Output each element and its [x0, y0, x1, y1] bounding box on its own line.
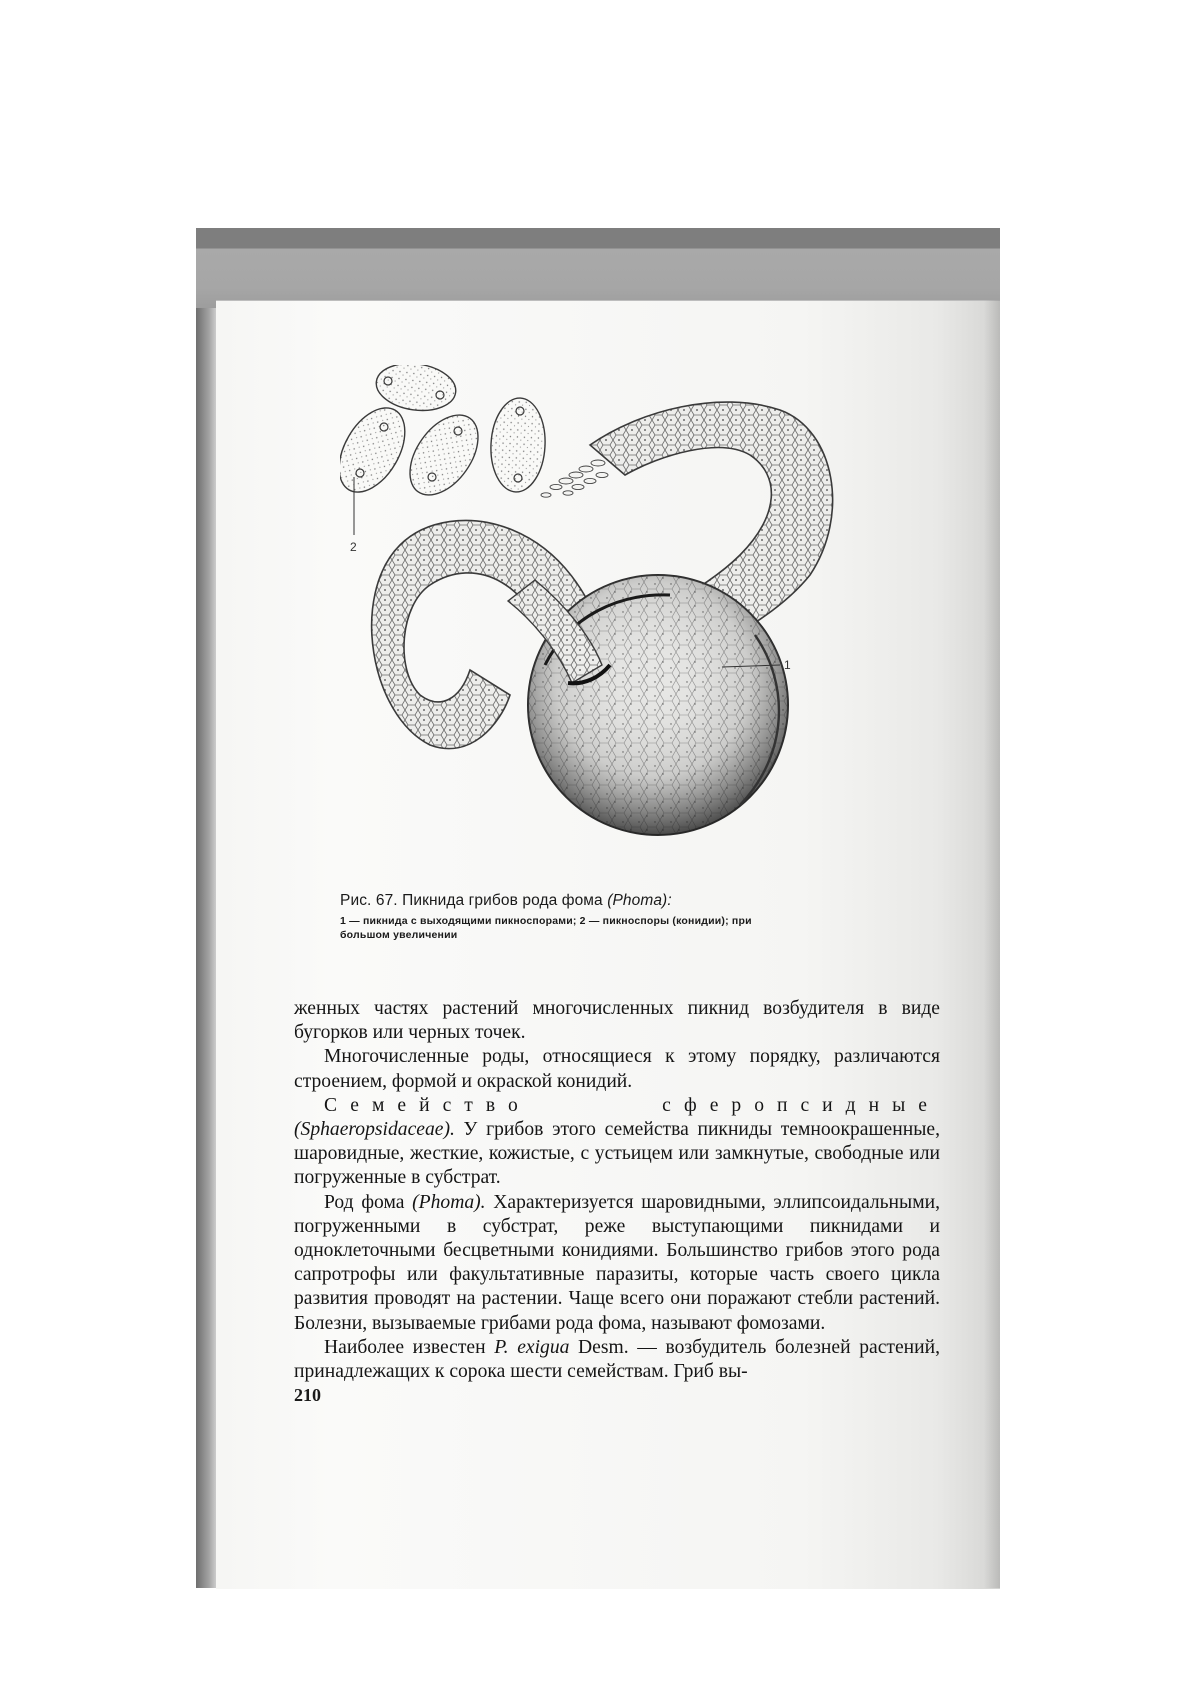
- family-latin: (Sphaeropsidaceae).: [294, 1119, 455, 1141]
- paragraph-2: Многочисленные роды, относящиеся к этому порядку, различаются строением, формой и окраской конидий.: [294, 1046, 940, 1092]
- figure-label-2: 2: [350, 540, 357, 554]
- scan-left-shadow: [196, 228, 218, 1588]
- figure-label-1: 1: [784, 658, 791, 672]
- page-edge-shadow: [984, 300, 1000, 1588]
- paragraph-3: Семейство сферопсидные (Sphaeropsidaceae). У грибов этого семейства пикниды темноокрашенные, шаровидные, жесткие, кожистые, с устьицем или замкнутые, свободные или погруженные в субстрат.: [294, 1094, 940, 1189]
- page-number: 210: [294, 1385, 321, 1405]
- spore-tip: [541, 460, 608, 497]
- family-heading: Семейство сферопсидные: [324, 1094, 940, 1116]
- body-text: [294, 997, 940, 1384]
- paragraph-1: женных частях растений многочисленных пикнид возбудителя в виде бугорков или черных точек.: [294, 998, 940, 1044]
- pycnospores-conidia: [340, 365, 547, 507]
- paragraph-5: Наиболее известен P. exigua Desm. — возбудитель болезней растений, принадлежащих к сорока шести семействам. Гриб вы-: [294, 1336, 941, 1383]
- figure-phoma-pycnidium: [340, 365, 950, 895]
- species-latin: P. exigua: [494, 1336, 570, 1358]
- figure-caption: [340, 892, 940, 942]
- scan-top-band: [196, 228, 1000, 308]
- genus-latin: (Phoma).: [412, 1191, 486, 1213]
- caption-legend: 1 — пикнида с выходящими пикноспорами; 2 — пикноспоры (конидии); при большом увеличении: [340, 915, 752, 941]
- paragraph-4: Род фома (Phoma). Характеризуется шаровидными, эллипсоидальными, погруженными в субстрат, реже выступающими пикнидами и одноклеточными бесцветными конидиями. Большинство грибов этого рода сапротрофы или факультативные паразиты, которые часть своего цикла развития проводят на растении. Чаще всего они поражают стебли растений. Болезни, вызываемые грибами рода фома, называют фомозами.: [294, 1191, 940, 1334]
- caption-title: Рис. 67. Пикнида грибов рода фома (Phoma):: [340, 892, 672, 909]
